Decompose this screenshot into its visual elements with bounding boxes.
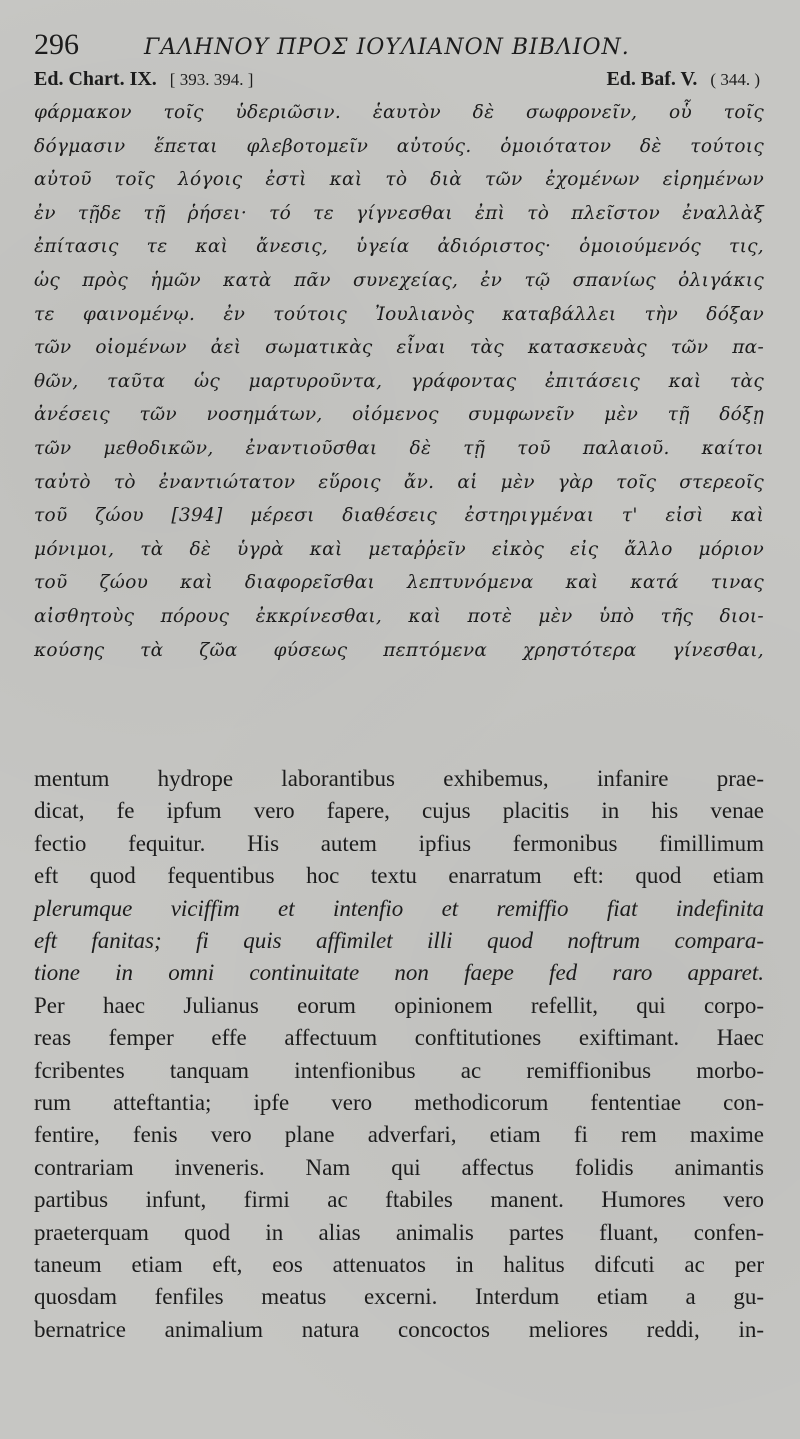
edition-left xyxy=(34,68,253,91)
greek-line: τῶν μεθοδικῶν, ἐναντιοῦσθαι δὲ τῇ τοῦ παλαιοῦ. καίτοι xyxy=(34,437,764,459)
greek-line: φάρμακον τοῖς ὑδεριῶσιν. ἑαυτὸν δὲ σωφρονεῖν, οὗ τοῖς xyxy=(34,102,764,123)
greek-line: θῶν, ταῦτα ὡς μαρτυροῦντα, γράφοντας ἐπιτάσεις καὶ τὰς xyxy=(34,370,764,392)
greek-line: ἐπίτασις τε καὶ ἄνεσις, ὑγεία ἀδιόριστος· ὁμοιούμενός τις, xyxy=(34,236,764,258)
edition-basel-page: ( 344. ) xyxy=(710,70,760,89)
greek-text-block xyxy=(34,96,764,667)
latin-line: mentum hydrope laborantibus exhibemus, infanire prae- xyxy=(34,766,764,792)
greek-line: ἀνέσεις τῶν νοσημάτων, οἰόμενος συμφωνεῖν μὲν τῇ δόξῃ xyxy=(34,404,764,426)
greek-line: τῶν οἰομένων ἀεὶ σωματικὰς εἶναι τὰς κατασκευὰς τῶν πα- xyxy=(34,337,764,359)
latin-line-italic: eft fanitas; fi quis affimilet illi quod noftrum compara- xyxy=(34,928,764,954)
latin-line: bernatrice animalium natura concoctos meliores reddi, in- xyxy=(34,1316,764,1342)
latin-line: fectio fequitur. His autem ipfius fermonibus fimillimum xyxy=(34,830,764,856)
latin-line: contrariam inveneris. Nam qui affectus folidis animantis xyxy=(34,1154,764,1180)
latin-line: fcribentes tanquam intenfionibus ac remiffionibus morbo- xyxy=(34,1057,764,1083)
latin-line: fentire, fenis vero plane adverfari, etiam fi rem maxime xyxy=(34,1122,764,1148)
greek-line: τε φαινομένῳ. ἐν τούτοις Ἰουλιανὸς καταβάλλει τὴν δόξαν xyxy=(34,303,764,325)
greek-line: τοῦ ζώου [394] μέρεσι διαθέσεις ἐστηριγμέναι τ' εἰσὶ καὶ xyxy=(34,505,764,527)
latin-line: eft quod fequentibus hoc textu enarratum eft: quod etiam xyxy=(34,863,764,889)
latin-line: dicat, fe ipfum vero fapere, cujus placitis in his venae xyxy=(34,798,764,824)
column-gap xyxy=(34,667,764,763)
latin-line: partibus infunt, firmi ac ftabiles manent. Humores vero xyxy=(34,1187,764,1213)
greek-line: ἐν τῇδε τῇ ῥήσει· τό τε γίγνεσθαι ἐπὶ τὸ πλεῖστον ἐναλλὰξ xyxy=(34,202,764,224)
latin-text-block xyxy=(34,763,764,1346)
greek-line: ὡς πρὸς ἡμῶν κατὰ πᾶν συνεχείας, ἐν τῷ σπανίως ὀλιγάκις xyxy=(34,269,764,291)
latin-line: rum atteftantia; ipfe vero methodicorum fententiae con- xyxy=(34,1090,764,1115)
latin-line: taneum etiam eft, eos attenuatos in halitus difcuti ac per xyxy=(34,1251,764,1277)
greek-line: δόγμασιν ἕπεται φλεβοτομεῖν αὐτούς. ὁμοιότατον δὲ τούτοις xyxy=(34,135,764,157)
latin-line: reas femper effe affectuum conftitutiones exiftimant. Haec xyxy=(34,1025,764,1051)
running-head xyxy=(34,28,764,68)
latin-line: praeterquam quod in alias animalis partes fluant, confen- xyxy=(34,1219,764,1245)
running-title: ΓΑΛΗΝΟΥ ΠΡΟΣ ΙΟΥΛΙΑΝΟΝ ΒΙΒΛΙΟΝ. xyxy=(144,35,630,60)
greek-line: τοῦ ζώου καὶ διαφορεῖσθαι λεπτυνόμενα καὶ κατά τινας xyxy=(34,572,764,594)
latin-line-italic: tione in omni continuitate non faepe fed raro apparet. xyxy=(34,960,764,986)
latin-line: Per haec Julianus eorum opinionem refellit, qui corpo- xyxy=(34,992,764,1018)
greek-line: αἰσθητοὺς πόρους ἐκκρίνεσθαι, καὶ ποτὲ μὲν ὑπὸ τῆς διοι- xyxy=(34,605,764,627)
edition-basel-label: Ed. Baf. V. xyxy=(606,68,698,90)
greek-line: μόνιμοι, τὰ δὲ ὑγρὰ καὶ μεταῤῥεῖν εἰκὸς εἰς ἄλλο μόριον xyxy=(34,538,764,560)
edition-references xyxy=(34,68,764,96)
latin-line: quosdam fenfiles meatus excerni. Interdum etiam a gu- xyxy=(34,1284,764,1310)
edition-right xyxy=(606,68,760,91)
latin-line-italic: plerumque viciffim et intenfio et remiffio fiat indefinita xyxy=(34,895,764,921)
page-number: 296 xyxy=(34,28,79,61)
edition-chart-label: Ed. Chart. IX. xyxy=(34,68,157,90)
greek-line: κούσης τὰ ζῶα φύσεως πεπτόμενα χρηστότερα γίνεσθαι, xyxy=(34,639,764,661)
greek-line: αὐτοῦ τοῖς λόγοις ἐστὶ καὶ τὸ διὰ τῶν ἐχομένων εἰρημένων xyxy=(34,169,764,191)
greek-line: ταὐτὸ τὸ ἐναντιώτατον εὕροις ἄν. αἱ μὲν γὰρ τοῖς στερεοῖς xyxy=(34,471,764,493)
edition-chart-pages: [ 393. 394. ] xyxy=(169,70,254,89)
